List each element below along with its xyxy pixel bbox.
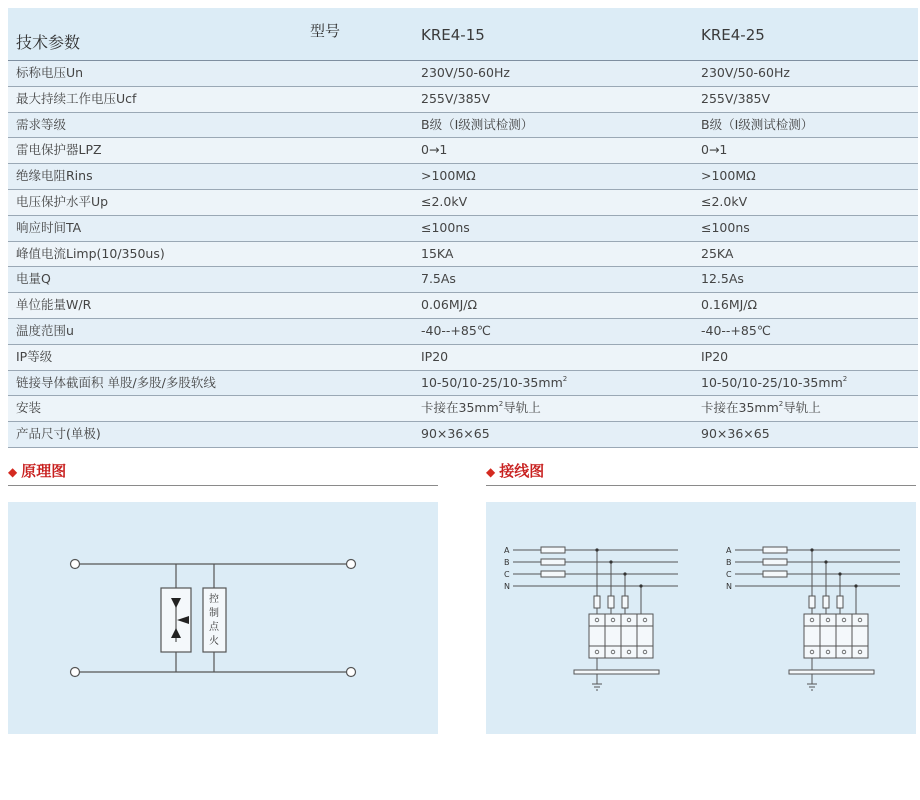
phase-label-A: A: [726, 546, 732, 555]
terminal-top-right: [347, 560, 356, 569]
fuse-icon: [541, 571, 565, 577]
table-body: [8, 61, 918, 448]
value-model-1: ≤2.0kV: [421, 193, 468, 209]
phase-label-B: B: [726, 558, 732, 567]
table-row: [8, 242, 918, 268]
value-model-1: 7.5As: [421, 271, 456, 287]
drop-fuse-icon: [823, 596, 829, 608]
drop-fuse-icon: [837, 596, 843, 608]
value-model-2: 230V/50-60Hz: [701, 65, 790, 80]
table-row: [8, 216, 918, 242]
table-row: [8, 113, 918, 139]
fuse-icon: [763, 571, 787, 577]
junction-dot: [838, 572, 841, 575]
param-label: 需求等级: [16, 116, 67, 132]
value-model-1: B级（Ⅰ级测试检测）: [421, 116, 534, 132]
wiring-title: [486, 460, 544, 481]
spec-table: [8, 8, 918, 448]
value-model-2: 卡接在$35mm^2$导轨上: [701, 400, 821, 416]
principle-title: [8, 460, 66, 481]
value-model-2: >100MΩ: [701, 168, 756, 184]
drop-fuse-icon: [608, 596, 614, 608]
param-label: 响应时间TA: [16, 219, 82, 235]
param-label: 标称电压Un: [16, 65, 84, 80]
param-label: 产品尺寸(单极): [16, 426, 101, 442]
ground-bar: [574, 670, 659, 674]
value-model-1: >100MΩ: [421, 168, 476, 184]
value-model-1: 卡接在$35mm^2$导轨上: [421, 400, 541, 416]
principle-title-text: 原理图: [21, 462, 67, 480]
param-label: 安装: [16, 400, 42, 416]
param-label: 温度范围u: [16, 322, 74, 338]
param-label: 绝缘电阻Rins: [16, 168, 93, 184]
table-row: [8, 422, 918, 448]
terminal-top-left: [71, 560, 80, 569]
param-label: 峰值电流Limp(10/350us): [16, 245, 165, 261]
value-model-1: IP20: [421, 348, 449, 364]
wiring-diagram: [486, 502, 916, 734]
drop-fuse-icon: [809, 596, 815, 608]
junction-dot: [623, 572, 626, 575]
junction-dot: [824, 560, 827, 563]
model-kre4-15: KRE4-15: [421, 26, 485, 44]
param-label: 电量Q: [16, 271, 51, 287]
param-label: 电压保护水平Up: [16, 193, 109, 209]
ctrl-char-0: 控: [209, 594, 219, 605]
drop-fuse-icon: [594, 596, 600, 608]
value-model-1: 255V/385V: [421, 90, 491, 106]
ctrl-char-2: 点: [209, 622, 219, 633]
param-label: 单位能量W/R: [16, 297, 92, 313]
wiring-svg: [486, 502, 916, 734]
principle-svg: [8, 502, 438, 734]
fuse-icon: [763, 547, 787, 553]
table-header: [8, 8, 918, 61]
table-row: [8, 164, 918, 190]
value-model-1: 0→1: [421, 142, 448, 158]
value-model-1: 0.06MJ/Ω: [421, 297, 478, 313]
wiring-rule: [486, 485, 916, 486]
model-header: 型号: [310, 22, 341, 40]
table-row: [8, 190, 918, 216]
param-label: 雷电保护器LPZ: [16, 142, 102, 158]
ctrl-char-1: 制: [209, 608, 219, 619]
table-row: [8, 371, 918, 397]
principle-rule: [8, 485, 438, 486]
model-kre4-25: KRE4-25: [701, 26, 765, 44]
value-model-2: ≤100ns: [701, 219, 750, 235]
phase-label-C: C: [726, 570, 732, 579]
value-model-2: 0.16MJ/Ω: [701, 297, 758, 313]
value-model-1: 90×36×65: [421, 426, 490, 442]
table-row: [8, 293, 918, 319]
value-model-2: 0→1: [701, 142, 728, 158]
value-model-2: 255V/385V: [701, 90, 771, 106]
drop-fuse-icon: [622, 596, 628, 608]
junction-dot: [639, 584, 642, 587]
diamond-icon: ◆: [8, 465, 18, 479]
phase-label-B: B: [504, 558, 510, 567]
table-row: [8, 87, 918, 113]
param-label: 最大持续工作电压Ucf: [16, 90, 137, 106]
ctrl-char-3: 火: [209, 636, 219, 647]
param-header: 技术参数: [16, 33, 81, 52]
phase-label-N: N: [504, 582, 510, 591]
value-model-1: 15KA: [421, 245, 454, 261]
param-label: 链接导体截面积 单股/多股/多股软线: [16, 374, 216, 390]
terminal-bottom-left: [71, 668, 80, 677]
value-model-1: $10-50/10-25/10-35mm^2$: [421, 374, 568, 390]
table-row: [8, 61, 918, 87]
value-model-2: B级（Ⅰ级测试检测）: [701, 116, 814, 132]
value-model-2: $10-50/10-25/10-35mm^2$: [701, 374, 848, 390]
value-model-2: -40--+85℃: [701, 322, 771, 338]
value-model-2: ≤2.0kV: [701, 193, 748, 209]
value-model-2: IP20: [701, 348, 729, 364]
param-label: IP等级: [16, 348, 53, 364]
value-model-2: 90×36×65: [701, 426, 770, 442]
table-row: [8, 138, 918, 164]
fuse-icon: [763, 559, 787, 565]
table-row: [8, 267, 918, 293]
table-row: [8, 345, 918, 371]
phase-label-C: C: [504, 570, 510, 579]
terminal-bottom-right: [347, 668, 356, 677]
value-model-1: -40--+85℃: [421, 322, 491, 338]
junction-dot: [609, 560, 612, 563]
table-row: [8, 319, 918, 345]
value-model-2: 12.5As: [701, 271, 744, 287]
wiring-title-text: 接线图: [499, 462, 545, 480]
value-model-1: ≤100ns: [421, 219, 470, 235]
junction-dot: [810, 548, 813, 551]
value-model-2: 25KA: [701, 245, 734, 261]
value-model-1: 230V/50-60Hz: [421, 65, 510, 80]
table-row: [8, 396, 918, 422]
fuse-icon: [541, 559, 565, 565]
fuse-icon: [541, 547, 565, 553]
diamond-icon: ◆: [486, 465, 496, 479]
phase-label-A: A: [504, 546, 510, 555]
principle-diagram: [8, 502, 438, 734]
junction-dot: [854, 584, 857, 587]
phase-label-N: N: [726, 582, 732, 591]
ground-bar: [789, 670, 874, 674]
junction-dot: [595, 548, 598, 551]
